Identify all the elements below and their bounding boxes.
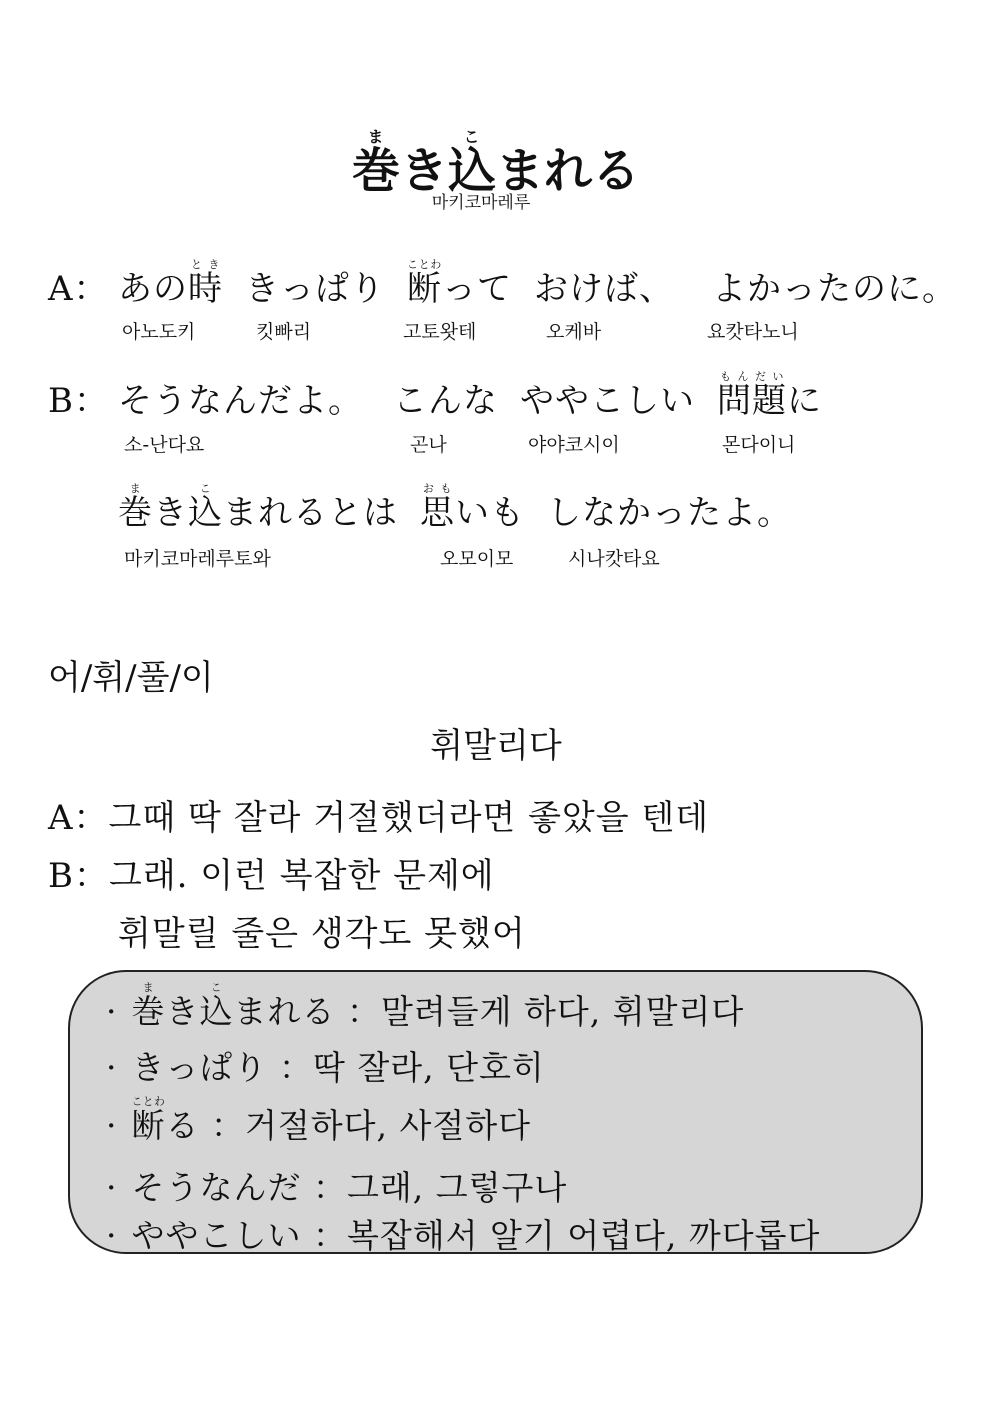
b2-word-3: しなかったよ。 xyxy=(547,493,792,533)
a-reading-3: 고토왓테 xyxy=(403,321,477,343)
glossary-def-5: ：복잡해서 알기 어렵다, 까다롭다 xyxy=(313,1216,821,1255)
b-word-2: こんな xyxy=(393,381,498,421)
b2-reading-1: 마키코마레루토와 xyxy=(124,548,271,570)
b-reading-3: 야야코시이 xyxy=(528,434,620,456)
dialogue-b-line-2 xyxy=(118,482,792,534)
bullet-icon: · xyxy=(106,992,118,1031)
b2-word-1: 巻まき込こまれるとは xyxy=(118,482,398,533)
b2-word-2: 思おもいも xyxy=(420,482,525,533)
bullet-icon: · xyxy=(106,1106,118,1145)
a-reading-5: 요캇타노니 xyxy=(707,321,799,343)
b-reading-2: 곤나 xyxy=(410,434,447,456)
dialogue-b-line-1 xyxy=(48,370,822,422)
glossary-item-4: · そうなんだ ：그래, 그렇구나 xyxy=(106,1168,568,1207)
a-reading-4: 오케바 xyxy=(546,321,602,343)
translation-b-2: 휘말릴 줄은 생각도 못했어 xyxy=(118,914,526,954)
glossary-item-5: · ややこしい ：복잡해서 알기 어렵다, 까다롭다 xyxy=(106,1216,821,1255)
a-word-1: あの時とき xyxy=(118,258,223,309)
page-title: 巻まき込こまれる xyxy=(351,128,641,199)
bullet-icon: · xyxy=(106,1216,118,1255)
glossary-def-2: ：딱 잘라, 단호히 xyxy=(279,1048,545,1087)
translation-b-1: B：그래. 이런 복잡한 문제에 xyxy=(48,856,495,896)
bullet-icon: · xyxy=(106,1048,118,1087)
b-reading-1: 소-난다요 xyxy=(124,434,205,456)
b-word-1: そうなんだよ。 xyxy=(118,381,363,421)
title-kanji-1: 巻ま xyxy=(351,128,400,199)
vocab-meaning: 휘말리다 xyxy=(430,726,562,766)
a-word-5: よかったのに。 xyxy=(712,269,957,309)
glossary-item-3: · 断ことわる ：거절하다, 사절하다 xyxy=(106,1096,532,1145)
a-reading-2: 킷빠리 xyxy=(256,321,312,343)
vocab-heading: 어/휘/풀/이 xyxy=(48,658,214,698)
speaker-a-label: A： xyxy=(48,269,109,309)
b-word-4: 問題もんだいに xyxy=(717,370,822,421)
bullet-icon: · xyxy=(106,1168,118,1207)
b2-reading-3: 시나캇타요 xyxy=(568,548,660,570)
glossary-item-1: · 巻まき込こまれる ：말려들게 하다, 휘말리다 xyxy=(106,982,745,1031)
a-word-4: おけば、 xyxy=(534,269,674,309)
b-word-3: ややこしい xyxy=(520,381,695,421)
a-reading-1: 아노도키 xyxy=(122,321,196,343)
b-reading-4: 몬다이니 xyxy=(722,434,796,456)
title-reading: 마키코마레루 xyxy=(431,193,531,213)
a-word-2: きっぱり xyxy=(245,269,385,309)
a-word-3: 断ことわって xyxy=(407,258,512,309)
b2-reading-2: 오모이모 xyxy=(440,548,514,570)
title-kanji-2: 込こ xyxy=(448,128,497,199)
glossary-def-1: ：말려들게 하다, 휘말리다 xyxy=(347,992,745,1031)
dialogue-a-line xyxy=(48,258,957,310)
translation-a: A：그때 딱 잘라 거절했더라면 좋았을 텐데 xyxy=(48,798,710,838)
glossary-def-3: ：거절하다, 사절하다 xyxy=(211,1106,532,1145)
glossary-item-2: · きっぱり ：딱 잘라, 단호히 xyxy=(106,1048,545,1087)
glossary-def-4: ：그래, 그렇구나 xyxy=(313,1168,568,1207)
speaker-b-label: B： xyxy=(48,381,109,421)
